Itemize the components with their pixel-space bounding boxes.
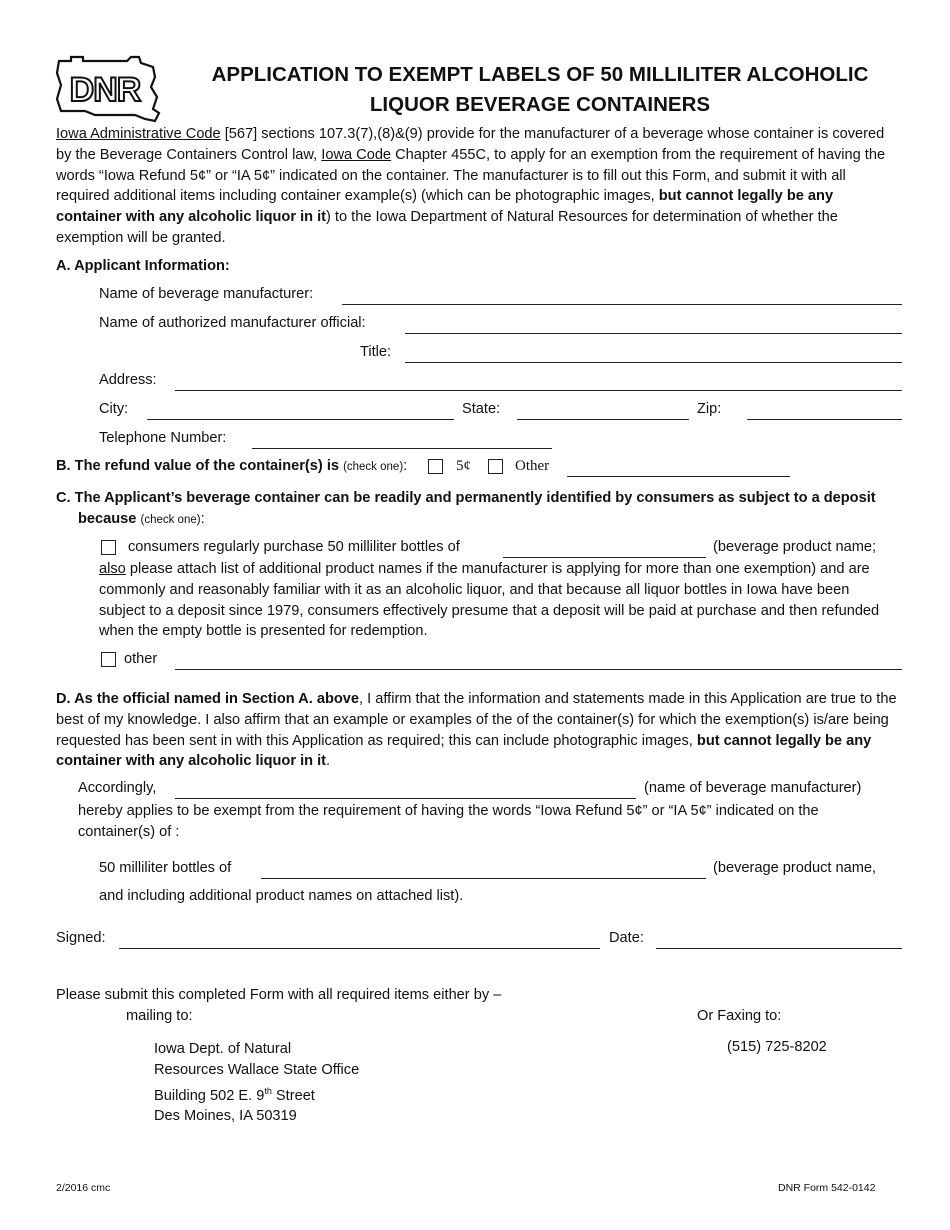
fax-number: (515) 725-8202 bbox=[727, 1039, 827, 1055]
address-field[interactable] bbox=[175, 390, 902, 391]
section-c-colon: : bbox=[200, 511, 205, 527]
address-line-3-a: Building 502 E. 9 bbox=[154, 1087, 265, 1104]
footer-form-number: DNR Form 542-0142 bbox=[778, 1182, 876, 1194]
phone-field[interactable] bbox=[252, 448, 552, 449]
beverage-product-field-d[interactable] bbox=[261, 878, 706, 879]
address-label: Address: bbox=[99, 372, 157, 388]
other-reason-label: other bbox=[124, 651, 158, 667]
accordingly-label: Accordingly, bbox=[78, 780, 157, 796]
zip-field[interactable] bbox=[747, 419, 902, 420]
bottles-label: 50 milliliter bottles of bbox=[99, 860, 232, 876]
section-b-colon: : bbox=[403, 458, 408, 474]
section-c-heading-line1: C. The Applicant’s beverage container can be readily and permanently identified by consumers as subject to a deposit bbox=[56, 490, 876, 506]
city-label: City: bbox=[99, 401, 129, 417]
section-c-check-note: (check one) bbox=[140, 514, 201, 526]
section-b-title: B. The refund value of the container(s) is bbox=[56, 458, 339, 474]
including-text: and including additional product names on attached list). bbox=[99, 888, 464, 904]
manufacturer-name-note: (name of beverage manufacturer) bbox=[644, 780, 862, 796]
section-c-heading-line2 bbox=[78, 511, 205, 527]
mailing-address bbox=[154, 1039, 359, 1127]
mailing-label: mailing to: bbox=[126, 1008, 193, 1024]
intro-bold-warning: but cannot legally be any container with any alcoholic liquor in it bbox=[56, 188, 834, 226]
option1-lead: consumers regularly purchase 50 milliliter bottles of bbox=[128, 539, 460, 555]
footer-revision: 2/2016 cmc bbox=[56, 1182, 111, 1194]
title-line-2: LIQUOR BEVERAGE CONTAINERS bbox=[369, 93, 711, 116]
address-line-3 bbox=[154, 1081, 359, 1107]
section-b-heading bbox=[56, 458, 407, 474]
applies-text: hereby applies to be exempt from the requirement of having the words “Iowa Refund 5¢” or “IA 5¢” indicated on the container(s) of : bbox=[78, 803, 819, 840]
option1-tail: (beverage product name; bbox=[713, 539, 877, 555]
date-field[interactable] bbox=[656, 948, 902, 949]
section-a-heading: A. Applicant Information: bbox=[56, 258, 230, 274]
address-line-2: Resources Wallace State Office bbox=[154, 1061, 360, 1078]
manufacturer-label: Name of beverage manufacturer: bbox=[99, 286, 314, 302]
official-field[interactable] bbox=[405, 333, 902, 334]
section-d-paragraph bbox=[56, 689, 901, 772]
logo-text: DNR bbox=[69, 71, 141, 109]
option-5-cent-label: 5¢ bbox=[456, 458, 471, 474]
also-emphasis: also bbox=[99, 561, 126, 577]
intro-text-2: Chapter 455C, to apply for an exemption from the requirement of having the words “Iowa Refund 5¢” or “IA 5¢” indicated on the container. The manufacturer is to fill out this Form, and submit it with all required additional items including container example(s) (which can be photographic images, bbox=[56, 146, 886, 205]
address-line-1: Iowa Dept. of Natural bbox=[154, 1041, 292, 1057]
intro-text-3: ) to the Iowa Department of Natural Resources for determination of whether the exemption will be granted. bbox=[56, 209, 838, 246]
address-line-4: Des Moines, IA 50319 bbox=[154, 1108, 297, 1125]
checkbox-other-value[interactable] bbox=[488, 459, 503, 474]
intro-text-1: [567] sections 107.3(7),(8)&(9) provide for the manufacturer of a beverage whose container is covered by the Beverage Containers Control law, bbox=[56, 126, 885, 163]
faxing-label: Or Faxing to: bbox=[697, 1008, 782, 1024]
bottles-note: (beverage product name, bbox=[713, 860, 877, 876]
manufacturer-name-field-d[interactable] bbox=[175, 798, 636, 799]
date-label: Date: bbox=[609, 930, 644, 946]
zip-label: Zip: bbox=[697, 401, 722, 417]
dnr-logo bbox=[55, 55, 165, 125]
other-reason-field[interactable] bbox=[175, 669, 902, 670]
submit-instructions: Please submit this completed Form with all required items either by – bbox=[56, 987, 502, 1003]
section-d-bold-warning: but cannot legally be any container with any alcoholic liquor in it bbox=[56, 732, 872, 770]
checkbox-other-reason[interactable] bbox=[101, 652, 116, 667]
manufacturer-field[interactable] bbox=[342, 304, 902, 305]
form-title bbox=[170, 60, 910, 120]
phone-label: Telephone Number: bbox=[99, 430, 227, 446]
section-c-because: because bbox=[78, 511, 137, 527]
state-label: State: bbox=[462, 401, 501, 417]
section-d-heading: D. As the official named in Section A. above bbox=[56, 691, 360, 707]
title-label: Title: bbox=[360, 344, 392, 360]
option1-body-text: please attach list of additional product names if the manufacturer is applying for more than one exemption) and are commonly and reasonably familiar with it as an alcoholic liquor, and that because all liquor bottles in Iowa have been subject to a deposit since 1979, consumers effectively presume that a deposit will be paid at purchase and then refunded when the empty bottle is presented for redemption. bbox=[99, 561, 880, 640]
address-line-3-b: Street bbox=[271, 1087, 315, 1104]
intro-paragraph bbox=[56, 124, 901, 249]
title-field[interactable] bbox=[405, 362, 902, 363]
checkbox-consumers-purchase[interactable] bbox=[101, 540, 116, 555]
city-field[interactable] bbox=[147, 419, 454, 420]
address-line-3-sup: th bbox=[264, 1085, 272, 1096]
checkbox-5-cent[interactable] bbox=[428, 459, 443, 474]
section-d-text-1: , I affirm that the information and statements made in this Application are true to the best of my knowledge. I also affirm that an example or examples of the of the container(s) for which the exemption(s) is/are being requested has been sent in with this Application as required; this can include photographic images, bbox=[56, 691, 897, 749]
state-field[interactable] bbox=[517, 419, 689, 420]
beverage-product-field-c[interactable] bbox=[503, 557, 706, 558]
iowa-admin-code-ref: Iowa Administrative Code bbox=[56, 126, 221, 142]
iowa-code-ref: Iowa Code bbox=[321, 146, 392, 163]
official-label: Name of authorized manufacturer official: bbox=[99, 315, 366, 331]
title-line-1: APPLICATION TO EXEMPT LABELS OF 50 MILLILITER ALCOHOLIC bbox=[211, 63, 869, 86]
option1-body bbox=[99, 559, 899, 642]
section-b-check-note: (check one) bbox=[343, 461, 404, 473]
signed-label: Signed: bbox=[56, 930, 106, 946]
section-d-text-2: . bbox=[326, 753, 331, 770]
signature-field[interactable] bbox=[119, 948, 600, 949]
other-value-field[interactable] bbox=[567, 476, 790, 477]
option-other-label: Other bbox=[515, 458, 550, 474]
